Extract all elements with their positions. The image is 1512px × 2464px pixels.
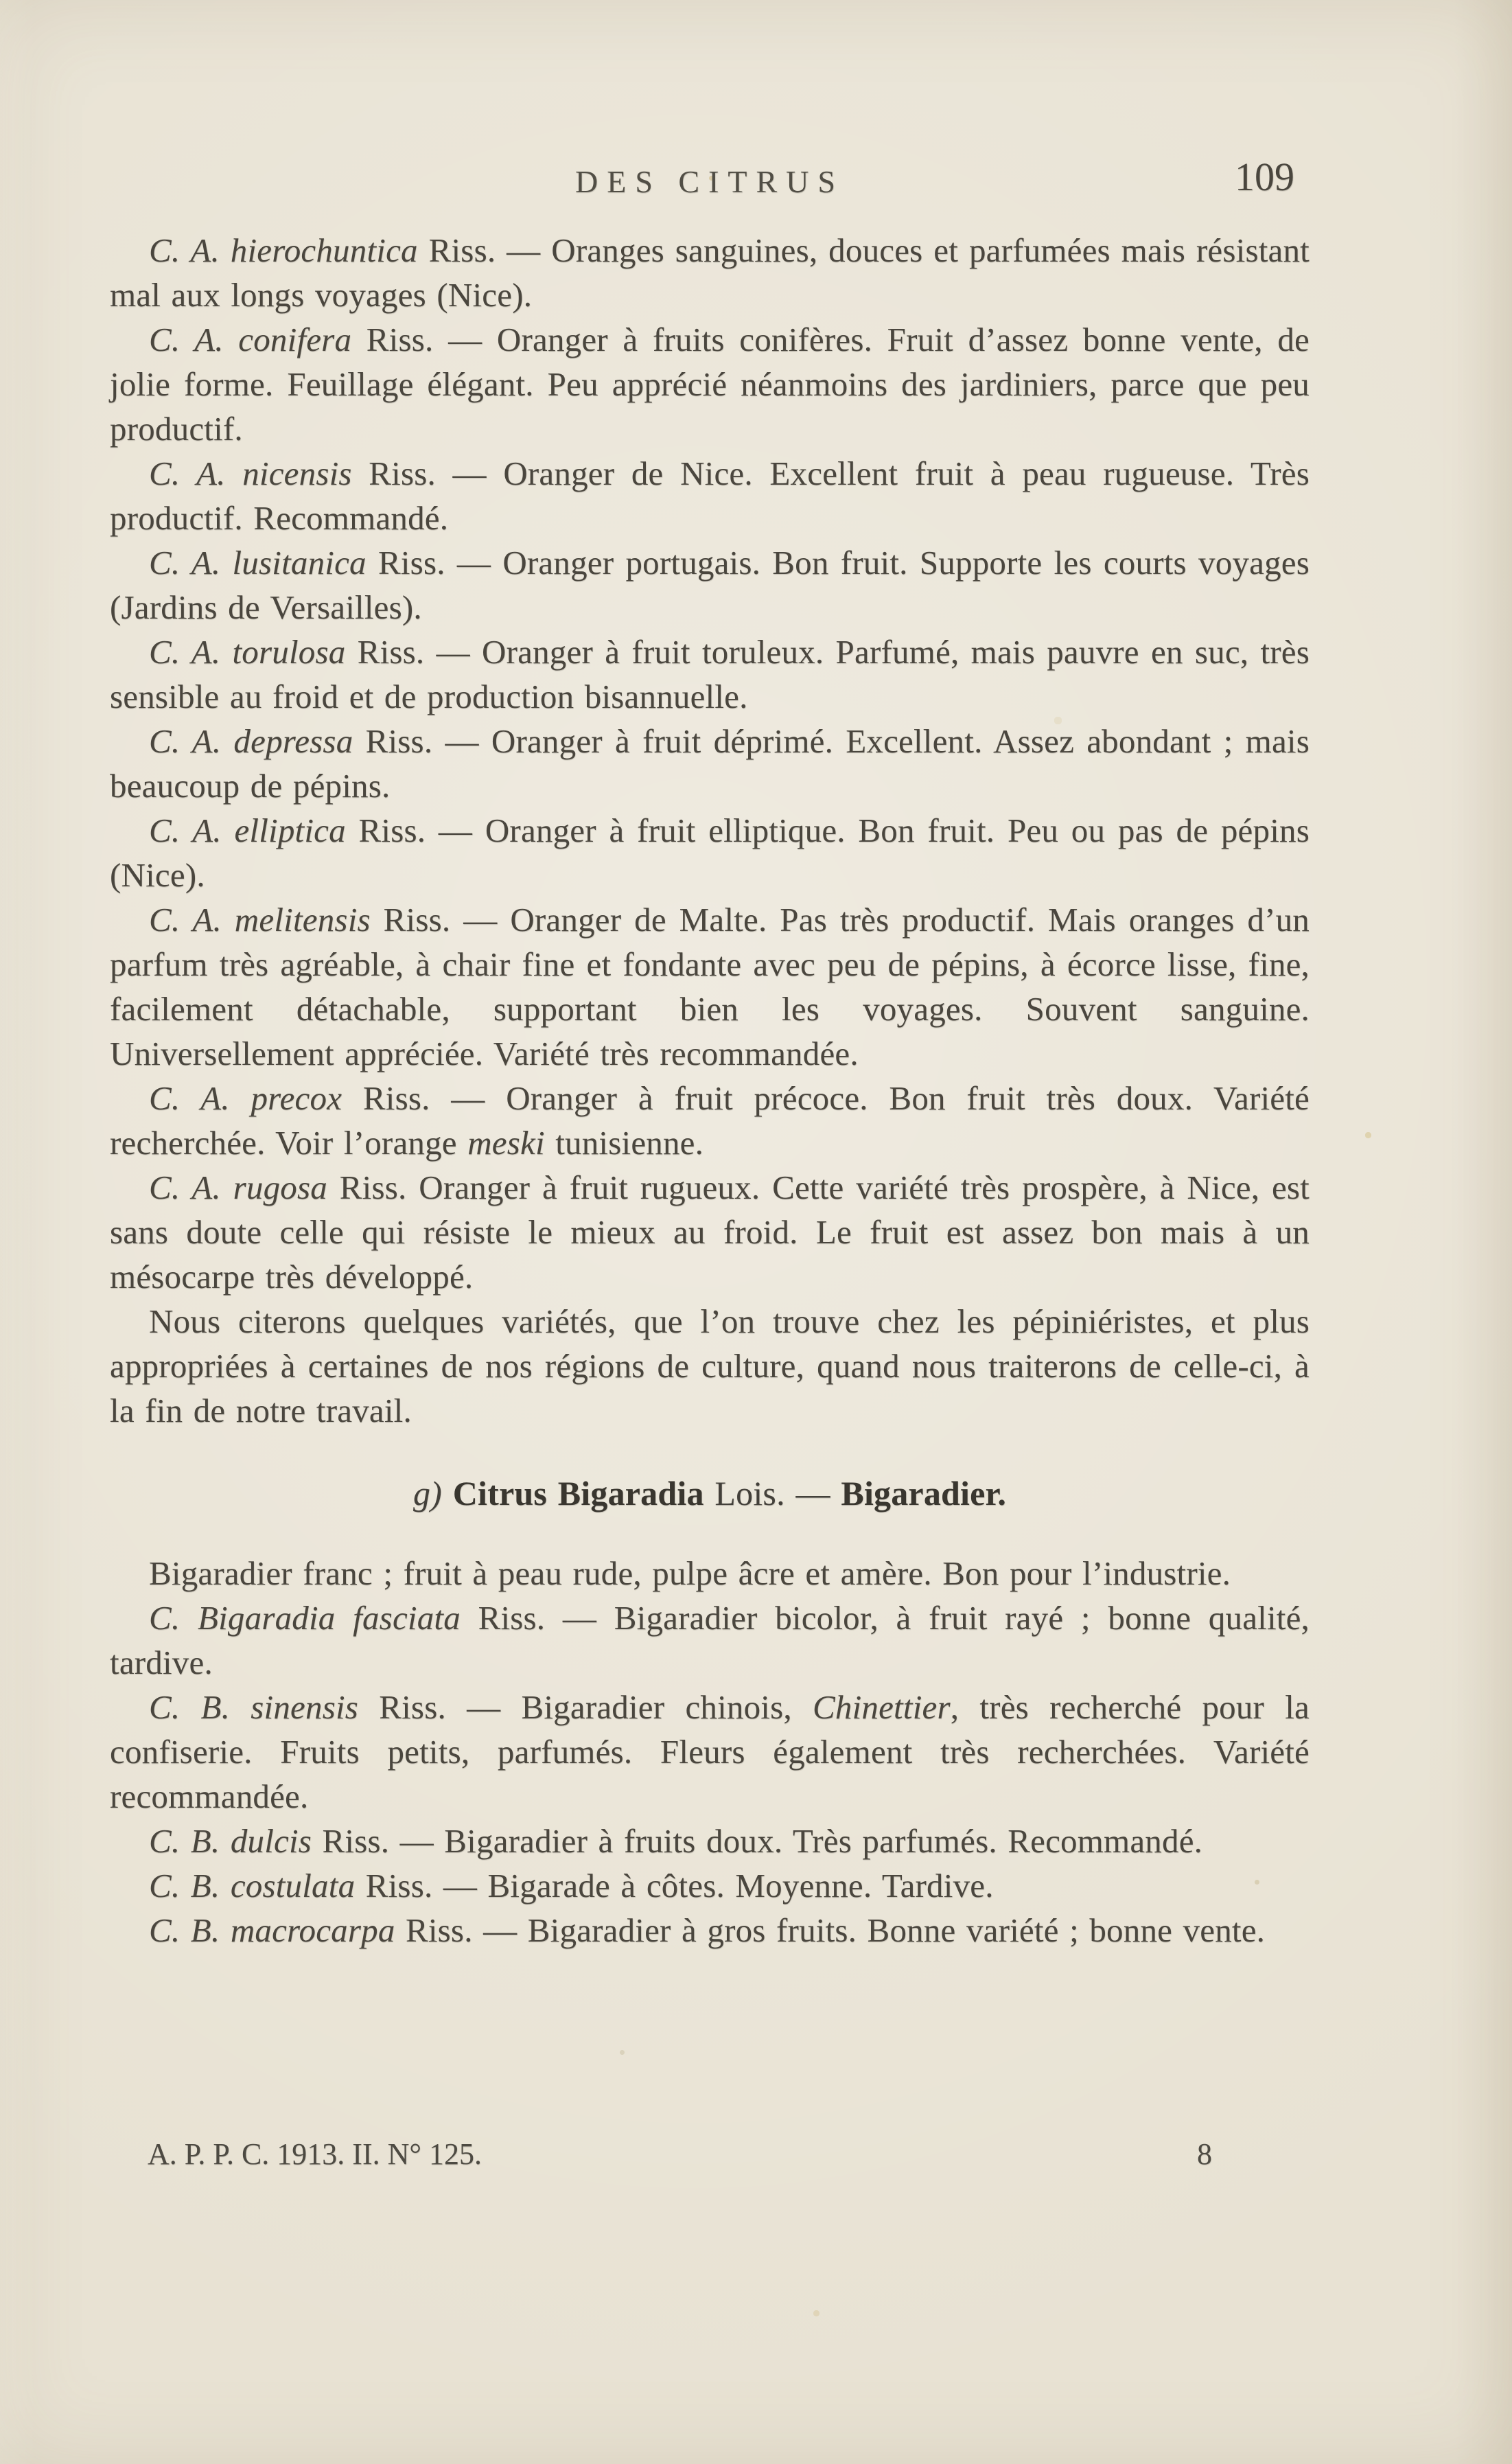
- text-run: C. A. conifera: [149, 321, 367, 358]
- paragraph: [110, 317, 1310, 451]
- text-run: C. A. rugosa: [149, 1168, 340, 1206]
- paragraph: [110, 897, 1310, 1076]
- text-run: Riss. — Bigaradier bicolor, à fruit rayé ; bonne qualité, tardive.: [110, 1599, 1310, 1681]
- text-run: Riss. — Oranger à fruit déprimé. Excellent. Assez abondant ; mais beaucoup de pépins.: [110, 722, 1310, 805]
- text-run: Riss. — Bigaradier chinois,: [379, 1688, 813, 1726]
- paragraph: [110, 630, 1310, 719]
- text-run: Riss. — Oranges sanguines, douces et parfumées mais résistant mal aux longs voyages (Nice).: [110, 231, 1310, 314]
- paragraph: [110, 540, 1310, 630]
- paragraph: [110, 1076, 1310, 1165]
- paragraph: [110, 1299, 1310, 1433]
- paper-speckles: [0, 0, 2, 2]
- text-run: C. B. costulata: [149, 1867, 366, 1904]
- text-run: C. B. macrocarpa: [149, 1911, 406, 1949]
- paragraph: [110, 1685, 1310, 1819]
- running-title: DES CITRUS: [575, 164, 844, 199]
- page-number: 109: [1235, 154, 1294, 199]
- text-run: Riss. — Oranger de Nice. Excellent fruit à peau rugueuse. Très productif. Recommandé.: [110, 454, 1310, 537]
- text-run: C. A. precox: [149, 1079, 363, 1117]
- paragraph: [110, 228, 1310, 317]
- text-run: Riss. — Oranger à fruit précoce. Bon fruit très doux. Variété recherchée. Voir l’orange: [110, 1079, 1310, 1162]
- text-run: Riss. — Bigarade à côtes. Moyenne. Tardive.: [365, 1867, 994, 1904]
- text-run: C. Bigaradia fasciata: [149, 1599, 478, 1637]
- text-run: Citrus Bigaradia: [452, 1474, 715, 1512]
- paragraph: [110, 1819, 1310, 1863]
- text-column: [110, 154, 1310, 1953]
- text-run: Riss. — Bigaradier à gros fruits. Bonne variété ; bonne vente.: [405, 1911, 1266, 1949]
- text-run: C. A. depressa: [149, 722, 366, 760]
- text-run: C. B. sinensis: [149, 1688, 380, 1726]
- text-run: Riss. — Oranger à fruits conifères. Fruit d’assez bonne vente, de jolie forme. Feuillage élégant. Peu apprécié néanmoins des jardiniers, parce que peu productif.: [110, 321, 1310, 448]
- paragraph: [110, 719, 1310, 808]
- text-run: Nous citerons quelques variétés, que l’on trouve chez les pépiniéristes, et plus appropriées à certaines de nos régions de culture, quand nous traiterons de celle-ci, à la fin de notre travail.: [110, 1302, 1310, 1429]
- text-run: Riss. Oranger à fruit rugueux. Cette variété très prospère, à Nice, est sans doute celle qui résiste le mieux au froid. Le fruit est assez bon mais à un mésocarpe très développé.: [110, 1168, 1310, 1296]
- text-run: C. A. torulosa: [149, 633, 358, 671]
- footer-imprint: A. P. P. C. 1913. II. N° 125.: [148, 2137, 482, 2171]
- footer-sheet-number: 8: [1197, 2137, 1212, 2171]
- section-heading: [110, 1473, 1310, 1514]
- text-run: , très recherché pour la confiserie. Fruits petits, parfumés. Fleurs également très recherchées. Variété recommandée.: [110, 1688, 1310, 1815]
- text-run: meski: [467, 1124, 545, 1162]
- page-header: [110, 154, 1310, 213]
- text-run: g): [412, 1474, 453, 1512]
- paragraph: [110, 1863, 1310, 1908]
- text-run: Riss. — Bigaradier à fruits doux. Très parfumés. Recommandé.: [322, 1822, 1203, 1860]
- text-run: Chinettier: [813, 1688, 951, 1726]
- body-text: [110, 228, 1310, 1953]
- text-run: Bigaradier.: [841, 1474, 1007, 1512]
- text-run: Riss. — Oranger à fruit elliptique. Bon fruit. Peu ou pas de pépins (Nice).: [110, 811, 1310, 894]
- paragraph: [110, 451, 1310, 540]
- text-run: C. B. dulcis: [149, 1822, 323, 1860]
- text-run: tunisienne.: [544, 1124, 704, 1162]
- text-run: C. A. elliptica: [149, 811, 359, 849]
- paragraph: [110, 1551, 1310, 1596]
- paragraph: [110, 1165, 1310, 1299]
- page-footer: [110, 2137, 1310, 2172]
- text-run: C. A. nicensis: [149, 454, 369, 492]
- paragraph: [110, 808, 1310, 897]
- text-run: C. A. hierochuntica: [149, 231, 429, 269]
- text-run: Bigaradier franc ; fruit à peau rude, pulpe âcre et amère. Bon pour l’industrie.: [149, 1554, 1231, 1592]
- paragraph: [110, 1596, 1310, 1685]
- text-run: C. A. melitensis: [149, 901, 384, 939]
- paragraph: [110, 1908, 1310, 1953]
- text-run: C. A. lusitanica: [149, 544, 378, 582]
- text-run: Riss. — Oranger de Malte. Pas très productif. Mais oranges d’un parfum très agréable, à chair fine et fondante avec peu de pépins, à écorce lisse, fine, facilement détachable, supportant bien les voyages. Souvent sanguine. Universellement appréciée. Variété très recommandée.: [110, 901, 1310, 1072]
- text-run: Riss. — Oranger à fruit toruleux. Parfumé, mais pauvre en suc, très sensible au froid et de production bisannuelle.: [110, 633, 1310, 715]
- text-run: Riss. — Oranger portugais. Bon fruit. Supporte les courts voyages (Jardins de Versailles).: [110, 544, 1310, 626]
- text-run: Lois. —: [714, 1474, 841, 1512]
